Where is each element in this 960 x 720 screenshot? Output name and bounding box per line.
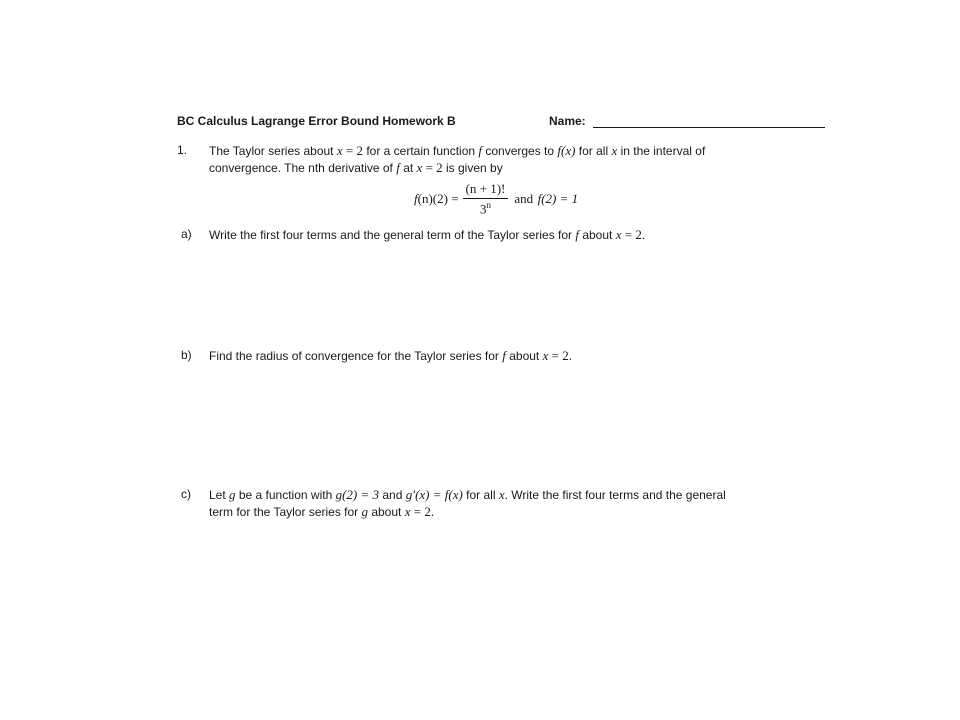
formula-order-superscript: (n) <box>417 191 433 206</box>
part-b-text <box>209 348 572 364</box>
math-var-x: x <box>416 160 423 175</box>
q1-text: for a certain function <box>362 144 479 158</box>
worksheet-title: BC Calculus Lagrange Error Bound Homework B <box>177 114 456 128</box>
math-eq: = 2 <box>422 160 443 175</box>
question-1-line-2 <box>209 160 503 176</box>
q1-text: in the interval of <box>617 144 706 158</box>
formula-fraction <box>463 181 509 217</box>
math-var-x: x <box>498 487 505 502</box>
part-c-sentence: be a function with <box>235 488 336 502</box>
part-a-text <box>209 227 645 243</box>
formula-argument: (2) = <box>432 191 459 206</box>
q1-text: at <box>399 161 417 175</box>
part-a-sentence: Write the first four terms and the general term of the Taylor series for <box>209 228 576 242</box>
math-var-f: f <box>575 227 579 242</box>
math-var-g: g <box>361 504 368 519</box>
formula-f: f <box>414 191 418 206</box>
math-g-prime: g′(x) = f(x) <box>405 487 463 502</box>
part-b-label: b) <box>181 348 192 362</box>
math-var-x: x <box>611 143 618 158</box>
math-eq: = 2. <box>410 504 435 519</box>
math-var-f: f <box>396 160 400 175</box>
question-1-line-1 <box>209 143 705 159</box>
math-eq: = 2. <box>621 227 646 242</box>
part-c-sentence: about <box>368 505 405 519</box>
part-c-sentence: . Write the first four terms and the general <box>504 488 726 502</box>
math-var-x: x <box>336 143 343 158</box>
q1-text: convergence. The nth derivative of <box>209 161 397 175</box>
part-b-sentence: Find the radius of convergence for the Taylor series for <box>209 349 503 363</box>
formula-and: and <box>514 191 534 206</box>
math-var-x: x <box>542 348 549 363</box>
name-blank-line <box>593 127 825 128</box>
part-c-line-1 <box>209 487 726 503</box>
formula-initial-value: f(2) = 1 <box>537 191 579 206</box>
denominator-base: 3 <box>479 201 487 217</box>
part-b-sentence: about <box>505 349 543 363</box>
fraction-numerator: (n + 1)! <box>463 181 509 199</box>
math-var-x: x <box>404 504 411 519</box>
q1-text: The Taylor series about <box>209 144 337 158</box>
math-var-x: x <box>615 227 622 242</box>
part-c-line-2 <box>209 504 434 520</box>
part-c-sentence: for all <box>462 488 499 502</box>
name-label: Name: <box>549 114 586 128</box>
derivative-formula <box>414 182 578 216</box>
part-c-label: c) <box>181 487 191 501</box>
q1-text: converges to <box>482 144 558 158</box>
math-var-f: f <box>478 143 483 158</box>
math-var-f: f <box>502 348 506 363</box>
part-c-sentence: term for the Taylor series for <box>209 505 362 519</box>
question-number: 1. <box>177 143 188 157</box>
math-eq: = 2 <box>342 143 363 158</box>
part-c-sentence: Let <box>209 488 230 502</box>
fraction-denominator <box>480 199 491 217</box>
math-eq: = 2. <box>548 348 572 363</box>
part-a-sentence: about <box>579 228 616 242</box>
math-var-g: g <box>229 487 236 502</box>
part-c-sentence: and <box>379 488 406 502</box>
q1-text: for all <box>575 144 612 158</box>
q1-text: is given by <box>442 161 503 175</box>
math-g-of-2: g(2) = 3 <box>335 487 380 502</box>
denominator-exponent: n <box>486 199 491 210</box>
math-fx: f(x) <box>557 143 576 158</box>
part-a-label: a) <box>181 227 192 241</box>
